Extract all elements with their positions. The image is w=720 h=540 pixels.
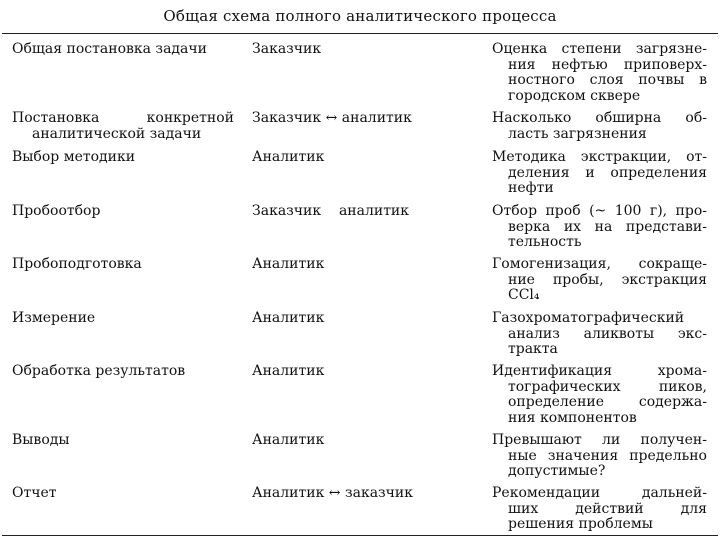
description-line: Насколько обширна об- (492, 110, 707, 126)
performer-cell: Аналитик (252, 363, 325, 379)
description-line: верка их на представи- (508, 218, 707, 235)
description-cell (492, 111, 707, 142)
description-line: CCl₄ (508, 287, 540, 303)
description-line: Газохроматографический (492, 310, 685, 326)
description-line: решения проблемы (508, 516, 653, 532)
description-line: анализ аликвоты экс- (508, 325, 707, 342)
description-cell (492, 42, 707, 104)
task-line: Постановка конкретной (12, 110, 234, 126)
task-line: аналитической задачи (32, 125, 202, 142)
task-cell: Отчет (12, 485, 57, 501)
description-line: ласть загрязнения (508, 125, 647, 142)
performer-cell: Заказчик (252, 41, 322, 57)
top-rule (2, 33, 718, 34)
description-line: определение содержа- (508, 394, 707, 410)
performer-cell: Заказчик ↔ аналитик (252, 110, 412, 126)
description-cell (492, 311, 707, 358)
description-line: Идентификация хрома- (492, 363, 707, 379)
performer-cell: Аналитик (252, 432, 325, 448)
description-line: Методика экстракции, от- (492, 149, 707, 165)
task-cell: Измерение (12, 310, 96, 326)
description-cell (492, 204, 707, 251)
description-line: тографических пиков, (508, 378, 707, 395)
performer-cell: Аналитик (252, 149, 325, 165)
task-cell: Пробоподготовка (12, 256, 142, 272)
task-cell: Обработка результатов (12, 363, 186, 379)
description-cell (492, 150, 707, 197)
performer-cell: Аналитик (252, 310, 325, 326)
description-line: ния нефтью приповерх- (508, 56, 707, 73)
description-line: Превышают ли получен- (492, 432, 707, 448)
description-cell (492, 433, 707, 480)
task-cell: Выбор методики (12, 149, 136, 165)
description-line: Гомогенизация, сокраще- (492, 256, 707, 272)
description-line: городском сквере (508, 87, 641, 104)
task-cell: Выводы (12, 432, 70, 448)
description-cell (492, 364, 707, 426)
description-line: ные значения предельно (508, 447, 707, 464)
performer-cell: Аналитик (252, 256, 325, 272)
description-line: Оценка степени загрязне- (492, 41, 707, 57)
performer-cell: Заказчик аналитик (252, 203, 410, 219)
description-line: Отбор проб (~ 100 г), про- (492, 203, 707, 219)
description-line: ших действий для (508, 500, 707, 517)
performer-cell: Аналитик ↔ заказчик (252, 485, 414, 501)
description-line: нефти (508, 180, 554, 196)
task-cell: Общая постановка задачи (12, 41, 207, 57)
description-cell (492, 257, 707, 304)
description-line: ностного слоя почвы в (508, 72, 707, 88)
page-title: Общая схема полного аналитического процесса (163, 7, 557, 25)
description-line: ния компонентов (508, 409, 637, 426)
description-line: тракта (508, 341, 558, 357)
description-cell (492, 486, 707, 533)
task-cell (12, 111, 234, 142)
task-cell: Пробоотбор (12, 203, 101, 219)
description-line: ние пробы, экстракция (508, 271, 707, 288)
description-line: тельность (508, 234, 582, 250)
description-line: допустимые? (508, 463, 606, 479)
bottom-rule (2, 535, 718, 536)
description-line: деления и определения (508, 164, 707, 181)
description-line: Рекомендации дальней- (492, 485, 707, 501)
